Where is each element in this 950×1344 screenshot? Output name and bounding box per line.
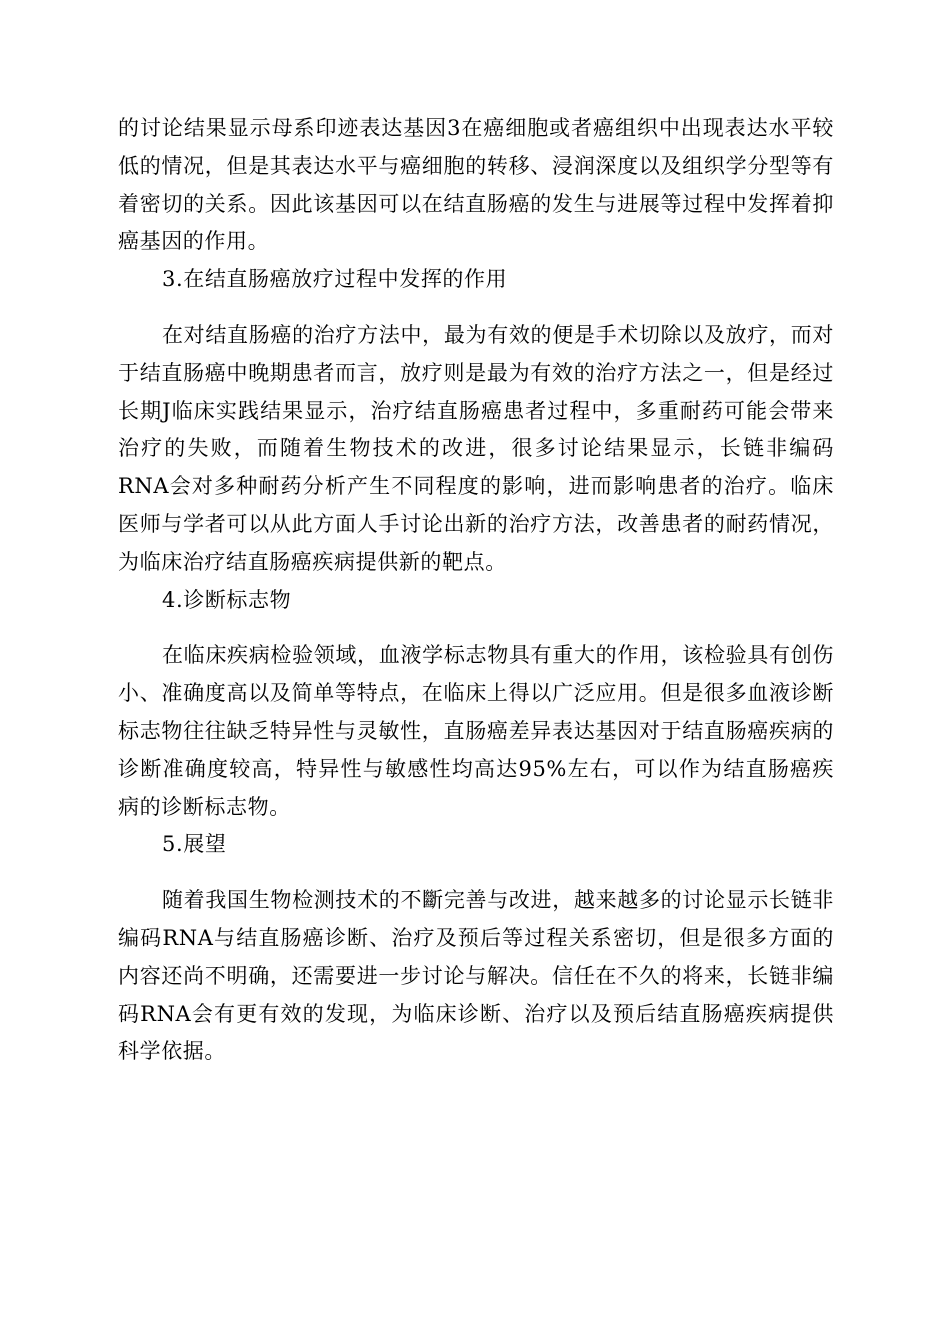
section-body-diagnostic-markers: 在临床疾病检验领域，血液学标志物具有重大的作用，该检验具有创伤小、准确度高以及简单等特点，在临床上得以广泛应用。但是很多血液诊断标志物往往缺乏特异性与灵敏性，直肠癌差异表达基因对于结直肠癌疾病的诊断准确度较高，特异性与敏感性均高达95%左右，可以作为结直肠癌疾病的诊断标志物。 xyxy=(118,643,834,819)
section-heading-diagnostic-markers: 4.诊断标志物 xyxy=(162,587,292,612)
document-page xyxy=(118,110,834,1071)
section-heading-radiotherapy: 3.在结直肠癌放疗过程中发挥的作用 xyxy=(162,267,508,292)
section-body-radiotherapy: 在对结直肠癌的治疗方法中，最为有效的便是手术切除以及放疗，而对于结直肠癌中晚期患者而言，放疗则是最为有效的治疗方法之一，但是经过长期J临床实践结果显示，治疗结直肠癌患者过程中，多重耐药可能会带来治疗的失败，而随着生物技术的改进，很多讨论结果显示，长链非编码RNA会对多种耐药分析产生不同程度的影响，进而影响患者的治疗。临床医师与学者可以从此方面人手讨论出新的治疗方法，改善患者的耐药情况，为临床治疗结直肠癌疾病提供新的靶点。 xyxy=(118,322,834,574)
section-heading-outlook: 5.展望 xyxy=(162,832,227,857)
section-body-outlook: 随着我国生物检测技术的不斷完善与改进，越来越多的讨论显示长链非编码RNA与结直肠癌诊断、治疗及预后等过程关系密切，但是很多方面的内容还尚不明确，还需要进一步讨论与解决。信任在不久的将来，长链非编码RNA会有更有效的发现，为临床诊断、治疗以及预后结直肠癌疾病提供科学依据。 xyxy=(118,888,834,1064)
continuation-paragraph: 的讨论结果显示母系印迹表达基因3在癌细胞或者癌组织中出现表达水平较低的情况，但是其表达水平与癌细胞的转移、浸润深度以及组织学分型等有着密切的关系。因此该基因可以在结直肠癌的发生与进展等过程中发挥着抑癌基因的作用。 xyxy=(118,116,834,254)
